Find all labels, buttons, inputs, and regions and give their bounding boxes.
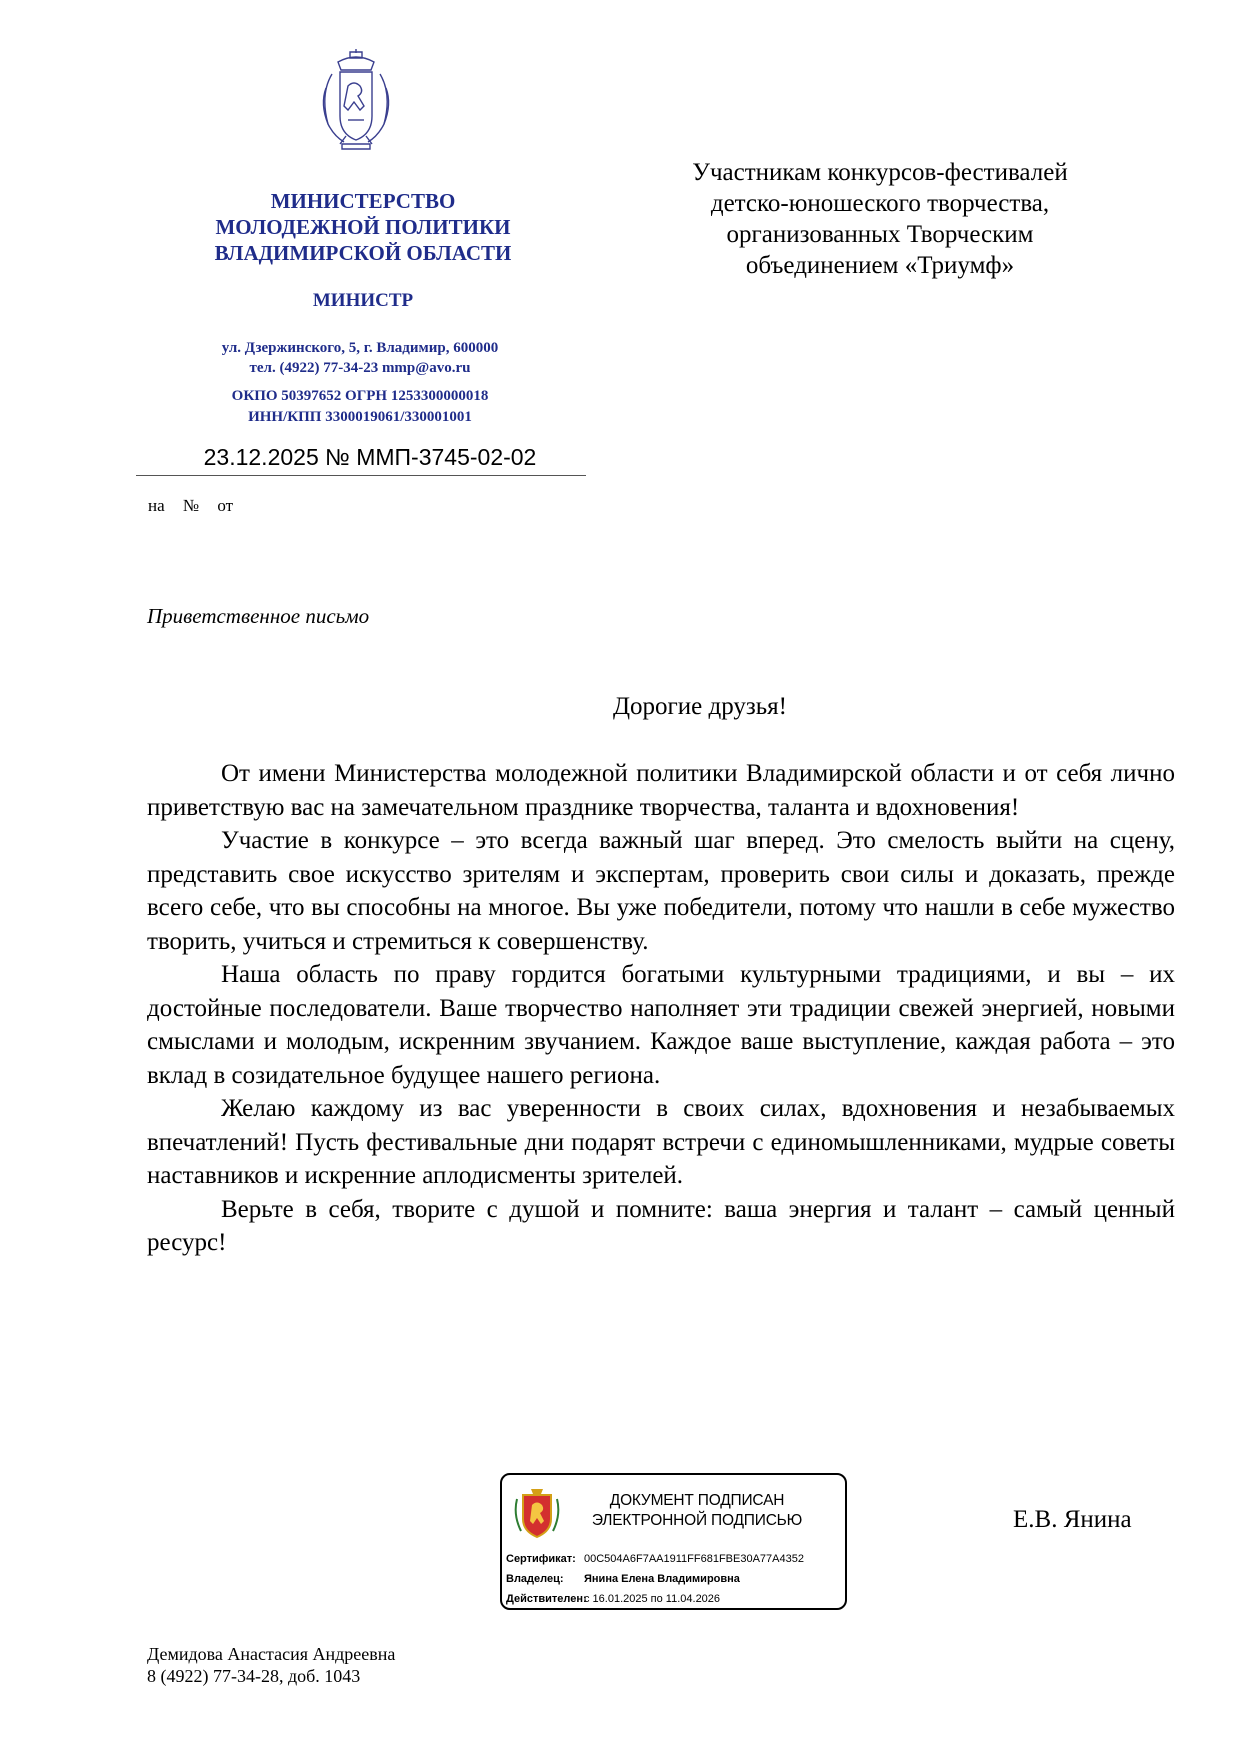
stamp-validity-row <box>506 1593 720 1605</box>
stamp-owner-row <box>506 1573 740 1585</box>
addressee-line: объединением «Триумф» <box>745 252 1015 279</box>
owner-value: Янина Елена Владимировна <box>584 1573 740 1585</box>
registration-number: 23.12.2025 № ММП-3745-02-02 <box>203 444 537 470</box>
executor-name: Демидова Анастасия Андреевна <box>147 1644 396 1664</box>
body-paragraph: Наша область по праву гордится богатыми культурными традициями, и вы – их достойные последователи. Ваше творчество наполняет эти традиции свежей энергией, новыми смыслами и молодым, искренним звучанием. Каждое ваше выступление, каждая работа – это вклад в созидательное будущее нашего региона. <box>147 961 1175 1089</box>
ref-label-na: на <box>148 496 165 515</box>
sender-address <box>160 338 560 378</box>
body-paragraph: Участие в конкурсе – это всегда важный шаг вперед. Это смелость выйти на сцену, представить свое искусство зрителям и экспертам, проверить свои силы и доказать, прежде всего себе, что вы способны на многое. Вы уже победители, потому что нашли в себе мужество творить, учиться и стремиться к совершенству. <box>147 827 1175 955</box>
certificate-label: Сертификат: <box>506 1553 576 1565</box>
stamp-certificate-row <box>506 1553 804 1565</box>
sender-codes <box>160 386 560 428</box>
stamp-title <box>572 1491 822 1531</box>
contacts-line: тел. (4922) 77-34-23 mmp@avo.ru <box>249 360 471 376</box>
executor-phone: 8 (4922) 77-34-28, доб. 1043 <box>147 1666 361 1686</box>
valid-value: с 16.01.2025 по 11.04.2026 <box>584 1593 721 1605</box>
addressee <box>630 157 1130 281</box>
ministry-name-line: МИНИСТЕРСТВО <box>270 189 456 213</box>
ref-label-ot: от <box>217 496 234 515</box>
executor <box>147 1643 395 1687</box>
ref-label-no: № <box>182 496 200 515</box>
owner-label: Владелец: <box>506 1573 564 1585</box>
emblem-icon <box>514 1487 560 1539</box>
registration-underline <box>136 475 586 476</box>
stamp-title-line: ЭЛЕКТРОННОЙ ПОДПИСЬЮ <box>591 1512 803 1529</box>
coat-of-arms-icon <box>312 48 400 152</box>
ministry-name-line: ВЛАДИМИРСКОЙ ОБЛАСТИ <box>214 241 512 265</box>
sender-position: МИНИСТР <box>312 290 414 311</box>
reference-line <box>148 496 247 516</box>
addressee-line: детско-юношеского творчества, <box>710 190 1050 217</box>
letter-subject: Приветственное письмо <box>147 604 370 628</box>
inn-kpp: ИНН/КПП 3300019061/330001001 <box>248 409 472 425</box>
valid-label: Действителен: <box>506 1593 587 1605</box>
ministry-name <box>168 188 558 266</box>
letter-body <box>147 757 1175 1260</box>
body-paragraph: Верьте в себя, творите с душой и помните: ваша энергия и талант – самый ценный ресурс! <box>147 1195 1175 1256</box>
addressee-line: Участникам конкурсов-фестивалей <box>692 159 1068 186</box>
body-paragraph: От имени Министерства молодежной политики Владимирской области и от себя лично приветствую вас на замечательном празднике творчества, таланта и вдохновения! <box>147 760 1175 821</box>
address-line: ул. Дзержинского, 5, г. Владимир, 600000 <box>221 340 499 356</box>
ministry-name-line: МОЛОДЕЖНОЙ ПОЛИТИКИ <box>215 215 511 239</box>
addressee-line: организованных Творческим <box>726 221 1034 248</box>
greeting: Дорогие друзья! <box>612 693 788 720</box>
okpo-ogrn: ОКПО 50397652 ОГРН 1253300000018 <box>231 388 489 404</box>
body-paragraph: Желаю каждому из вас уверенности в своих силах, вдохновения и незабываемых впечатлений! Пусть фестивальные дни подарят встречи с единомышленниками, мудрые советы наставников и искренние аплодисменты зрителей. <box>147 1095 1175 1189</box>
certificate-value: 00C504A6F7AA1911FF681FBE30A77A4352 <box>584 1553 804 1565</box>
electronic-signature-stamp <box>500 1473 847 1610</box>
stamp-title-line: ДОКУМЕНТ ПОДПИСАН <box>609 1492 785 1509</box>
signer-name: Е.В. Янина <box>1013 1506 1132 1533</box>
